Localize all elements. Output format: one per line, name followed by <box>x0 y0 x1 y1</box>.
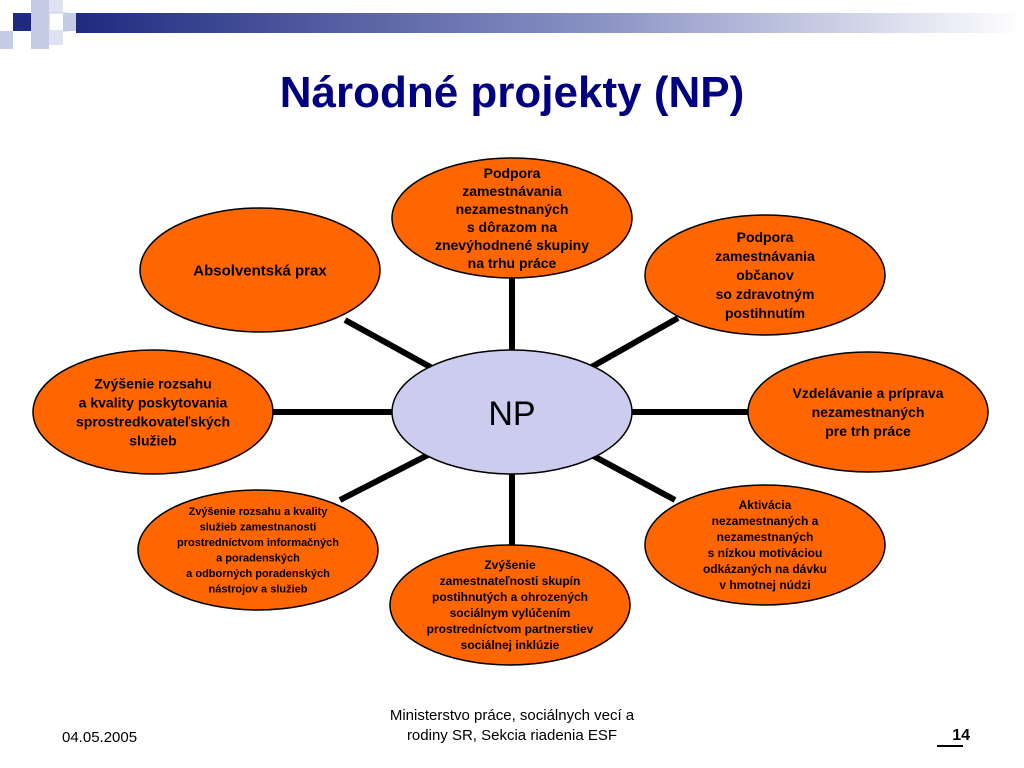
node-left-line: sprostredkovateľských <box>75 413 231 430</box>
node-bottom-left-line: a poradenských <box>216 552 300 565</box>
node-left-line: Zvýšenie rozsahu <box>94 375 212 392</box>
node-bottom-right-line: nezamestnaných a <box>711 514 819 529</box>
node-bottom-line: sociálnym vylúčením <box>449 606 571 621</box>
node-bottom-left-line: služieb zamestnanosti <box>199 521 317 534</box>
node-top-line: na trhu práce <box>467 254 557 271</box>
node-bottom-line: Zvýšenie <box>484 558 536 573</box>
node-bottom-left <box>138 490 378 610</box>
node-left-line: služieb <box>129 432 177 449</box>
footer-org-line-2: rodiny SR, Sekcia riadenia ESF <box>406 727 618 744</box>
node-bottom-line: prostredníctvom partnerstiev <box>426 622 594 637</box>
slide-title: Národné projekty (NP) <box>279 68 745 117</box>
node-right <box>748 352 988 472</box>
node-bottom-line: sociálnej inklúzie <box>460 638 560 653</box>
node-bottom-right-line: s nízkou motiváciou <box>707 546 823 561</box>
node-top-right <box>645 215 885 335</box>
node-bottom-left-line: nástrojov a služieb <box>208 583 308 596</box>
node-top-right-line: zamestnávania <box>715 247 815 264</box>
page-number: 14 <box>952 727 970 744</box>
footer-org-line-1: Ministerstvo práce, sociálnych vecí a <box>389 707 635 724</box>
node-left-shape <box>33 350 273 474</box>
node-top-line: s dôrazom na <box>466 218 558 235</box>
node-bottom-left-line: a odborných poradenských <box>186 568 330 581</box>
node-top <box>392 158 632 278</box>
node-top-line: zamestnávania <box>462 182 562 199</box>
node-top-line: nezamestnaných <box>455 200 569 217</box>
footer-date: 04.05.2005 <box>62 729 138 746</box>
node-left <box>33 350 273 474</box>
node-bottom-right <box>645 485 885 605</box>
node-left-line: a kvality poskytovania <box>78 394 228 411</box>
node-right-line: nezamestnaných <box>811 403 925 420</box>
node-bottom-right-line: v hmotnej núdzi <box>719 578 811 593</box>
node-bottom-line: zamestnateľnosti skupín <box>439 574 581 589</box>
footer-organization <box>332 706 692 746</box>
node-top-left <box>140 208 380 332</box>
node-top-left-line: Absolventská prax <box>193 262 327 280</box>
node-top-right-line: so zdravotným <box>715 285 815 302</box>
node-bottom-right-line: nezamestnaných <box>716 530 814 545</box>
node-top-right-line: občanov <box>736 266 794 283</box>
node-bottom-line: postihnutých a ohrozených <box>431 590 589 605</box>
node-bottom-left-line: prostredníctvom informačných <box>177 537 339 550</box>
node-top-right-line: postihnutím <box>724 304 806 321</box>
node-right-line: Vzdelávanie a príprava <box>792 384 944 401</box>
node-bottom-right-line: odkázaných na dávku <box>702 562 828 577</box>
node-top-line: Podpora <box>483 164 541 181</box>
node-bottom-right-line: Aktivácia <box>738 498 792 513</box>
node-bottom <box>390 545 630 665</box>
node-right-line: pre trh práce <box>825 422 911 439</box>
center-node-label: NP <box>488 395 536 433</box>
node-bottom-left-line: Zvýšenie rozsahu a kvality <box>188 506 328 519</box>
node-top-right-line: Podpora <box>736 228 794 245</box>
page-number-underline <box>937 745 963 747</box>
center-node <box>392 350 632 474</box>
node-top-line: znevýhodnené skupiny <box>434 236 590 253</box>
